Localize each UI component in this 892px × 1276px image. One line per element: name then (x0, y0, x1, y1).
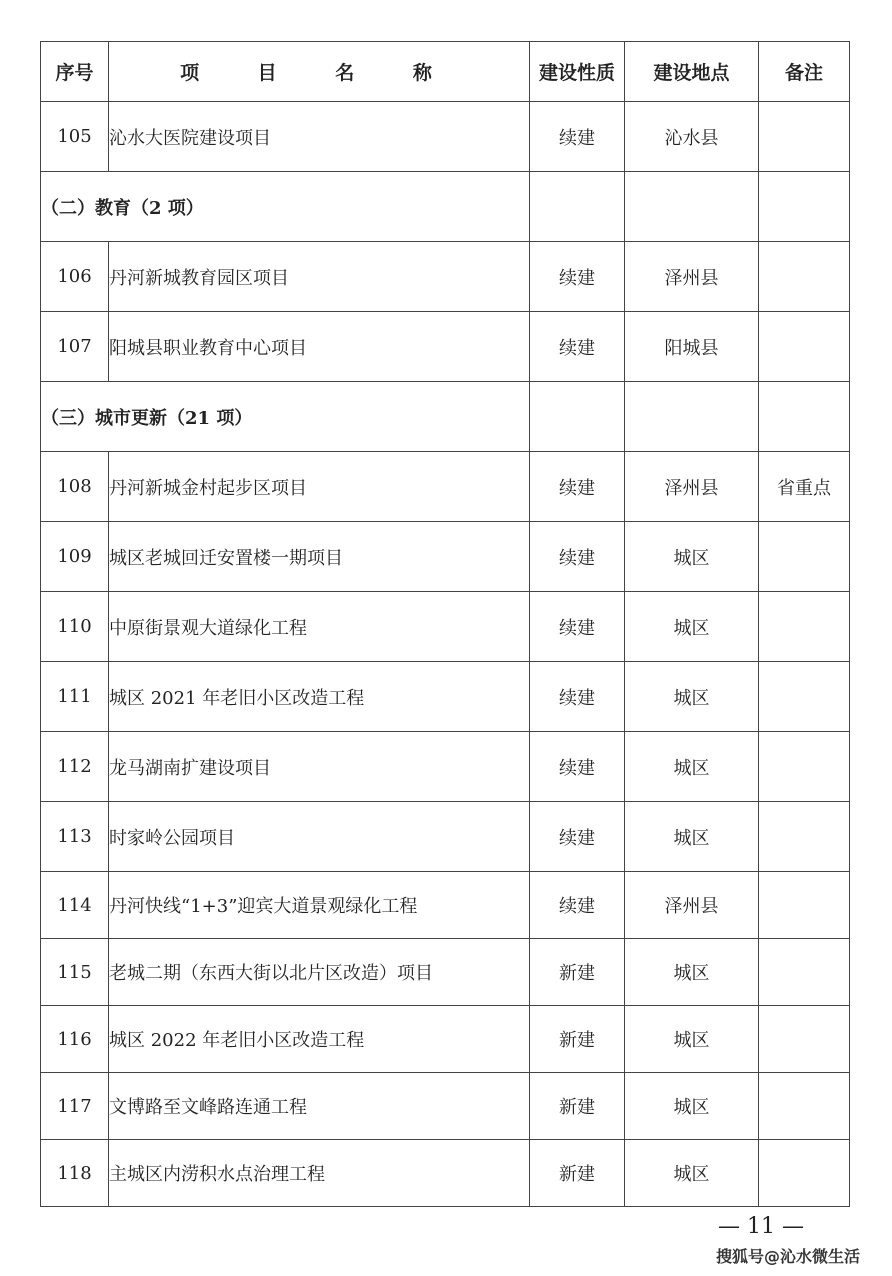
construction-nature: 续建 (530, 522, 625, 592)
section-row (41, 172, 850, 242)
construction-location: 城区 (625, 592, 759, 662)
header-note: 备注 (759, 42, 850, 102)
row-number: 111 (41, 662, 109, 732)
row-number: 106 (41, 242, 109, 312)
project-name: 城区老城回迁安置楼一期项目 (109, 522, 530, 592)
construction-nature: 续建 (530, 802, 625, 872)
row-number: 117 (41, 1073, 109, 1140)
construction-location: 城区 (625, 732, 759, 802)
table-row (41, 452, 850, 522)
row-note (759, 802, 850, 872)
row-note: 省重点 (759, 452, 850, 522)
project-name: 龙马湖南扩建设项目 (109, 732, 530, 802)
table-row (41, 802, 850, 872)
construction-location: 泽州县 (625, 242, 759, 312)
row-note (759, 522, 850, 592)
project-table (40, 41, 850, 1207)
header-nature: 建设性质 (530, 42, 625, 102)
row-note (759, 312, 850, 382)
table-row (41, 939, 850, 1006)
row-note (759, 102, 850, 172)
row-note (759, 1073, 850, 1140)
empty-cell (625, 382, 759, 452)
watermark: 搜狐号@沁水微生活 (716, 1247, 861, 1266)
empty-cell (759, 172, 850, 242)
project-name: 文博路至文峰路连通工程 (109, 1073, 530, 1140)
row-number: 109 (41, 522, 109, 592)
row-note (759, 1140, 850, 1207)
empty-cell (530, 172, 625, 242)
construction-nature: 续建 (530, 452, 625, 522)
table-row (41, 1140, 850, 1207)
construction-nature: 新建 (530, 1140, 625, 1207)
row-number: 110 (41, 592, 109, 662)
row-note (759, 732, 850, 802)
construction-nature: 续建 (530, 592, 625, 662)
row-number: 118 (41, 1140, 109, 1207)
table-header-row (41, 42, 850, 102)
section-title: （二）教育（2 项） (41, 172, 530, 242)
row-note (759, 939, 850, 1006)
construction-nature: 续建 (530, 732, 625, 802)
table-row (41, 242, 850, 312)
row-number: 108 (41, 452, 109, 522)
project-name: 中原街景观大道绿化工程 (109, 592, 530, 662)
project-name: 丹河新城教育园区项目 (109, 242, 530, 312)
row-number: 114 (41, 872, 109, 939)
empty-cell (530, 382, 625, 452)
construction-location: 城区 (625, 1140, 759, 1207)
project-name: 主城区内涝积水点治理工程 (109, 1140, 530, 1207)
table-body (41, 102, 850, 1207)
construction-nature: 续建 (530, 662, 625, 732)
construction-location: 城区 (625, 802, 759, 872)
section-row (41, 382, 850, 452)
row-note (759, 1006, 850, 1073)
table-row (41, 102, 850, 172)
project-name: 城区 2022 年老旧小区改造工程 (109, 1006, 530, 1073)
construction-location: 泽州县 (625, 452, 759, 522)
construction-nature: 续建 (530, 312, 625, 382)
row-number: 107 (41, 312, 109, 382)
table-row (41, 522, 850, 592)
construction-location: 沁水县 (625, 102, 759, 172)
row-number: 115 (41, 939, 109, 1006)
empty-cell (625, 172, 759, 242)
project-name: 丹河快线“1+3”迎宾大道景观绿化工程 (109, 872, 530, 939)
row-note (759, 872, 850, 939)
construction-location: 阳城县 (625, 312, 759, 382)
header-location: 建设地点 (625, 42, 759, 102)
construction-nature: 新建 (530, 1006, 625, 1073)
row-number: 105 (41, 102, 109, 172)
construction-location: 城区 (625, 662, 759, 732)
project-name: 老城二期（东西大街以北片区改造）项目 (109, 939, 530, 1006)
table-row (41, 592, 850, 662)
project-name: 时家岭公园项目 (109, 802, 530, 872)
empty-cell (759, 382, 850, 452)
construction-location: 城区 (625, 1073, 759, 1140)
row-note (759, 242, 850, 312)
project-name: 沁水大医院建设项目 (109, 102, 530, 172)
project-name: 丹河新城金村起步区项目 (109, 452, 530, 522)
row-note (759, 592, 850, 662)
row-note (759, 662, 850, 732)
table-row (41, 1073, 850, 1140)
table-row (41, 662, 850, 732)
construction-location: 泽州县 (625, 872, 759, 939)
project-name: 城区 2021 年老旧小区改造工程 (109, 662, 530, 732)
row-number: 112 (41, 732, 109, 802)
construction-nature: 新建 (530, 939, 625, 1006)
row-number: 113 (41, 802, 109, 872)
construction-nature: 续建 (530, 242, 625, 312)
construction-nature: 续建 (530, 102, 625, 172)
construction-nature: 续建 (530, 872, 625, 939)
row-number: 116 (41, 1006, 109, 1073)
construction-location: 城区 (625, 939, 759, 1006)
header-name: 项 目 名 称 (109, 42, 530, 102)
table-row (41, 1006, 850, 1073)
header-no: 序号 (41, 42, 109, 102)
table-row (41, 732, 850, 802)
table-row (41, 872, 850, 939)
construction-location: 城区 (625, 1006, 759, 1073)
table-row (41, 312, 850, 382)
project-name: 阳城县职业教育中心项目 (109, 312, 530, 382)
construction-location: 城区 (625, 522, 759, 592)
construction-nature: 新建 (530, 1073, 625, 1140)
page-number: — 11 — (718, 1214, 804, 1239)
section-title: （三）城市更新（21 项） (41, 382, 530, 452)
